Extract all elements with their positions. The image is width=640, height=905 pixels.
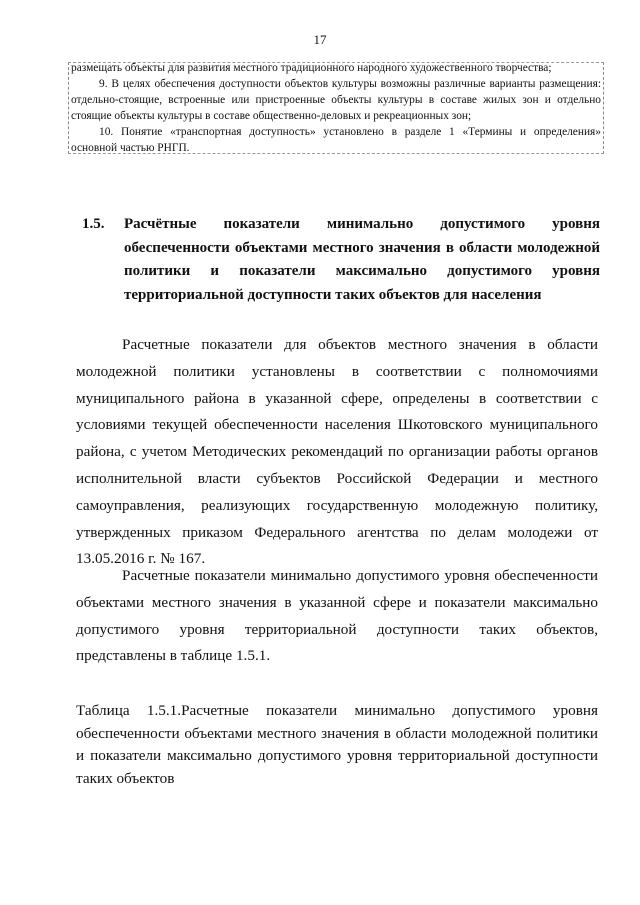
table-item-10: 10. Понятие «транспортная доступность» установлено в разделе 1 «Термины и определения» основной частью РНГП. <box>71 126 601 154</box>
table-caption: Таблица 1.5.1.Расчетные показатели минимально допустимого уровня обеспеченности объектами местного значения в области молодежной политики и показатели максимально допустимого уровня территориальной доступности таких объектов <box>76 702 598 787</box>
table-top-border <box>68 62 604 63</box>
table-item-9: 9. В целях обеспечения доступности объектов культуры возможны различные варианты размещения: отдельно-стоящие, встроенные или пристроенные объекты культуры в составе жилых зон и отдельно стоящие объекты культуры в составе общественно-деловых и рекреационных зон; <box>71 78 601 122</box>
paragraph-youth-policy-indicators: Расчетные показатели для объектов местного значения в области молодежной политики установлены в соответствии с полномочиями муниципального района в указанной сфере, определены в соответствии с условиями текущей обеспеченности населения Шкотовского муниципального района, с учетом Методических рекомендаций по организации работы органов исполнительной власти субъектов Российской Федерации и местного самоуправления, реализующих государственную молодежную политику, утвержденных приказом Федерального агентства по делам молодежи от 13.05.2016 г. № 167. <box>76 336 598 568</box>
table-bottom-border <box>68 153 604 154</box>
section-number: 1.5. <box>82 216 105 232</box>
paragraph-table-reference: Расчетные показатели минимально допустимого уровня обеспеченности объектами местного значения в указанной сфере и показатели максимально допустимого уровня территориальной доступности таких объектов, представлены в таблице 1.5.1. <box>76 567 598 665</box>
table-line-creativity: размещать объекты для развития местного традиционного народного художественного творчества; <box>71 62 552 74</box>
page-number: 17 <box>313 32 327 47</box>
section-title: Расчётные показатели минимально допустимого уровня обеспеченности объектами местного значения в области молодежной политики и показатели максимально допустимого уровня территориальной доступности таких объектов для населения <box>124 216 600 303</box>
table-fragment <box>71 60 601 156</box>
